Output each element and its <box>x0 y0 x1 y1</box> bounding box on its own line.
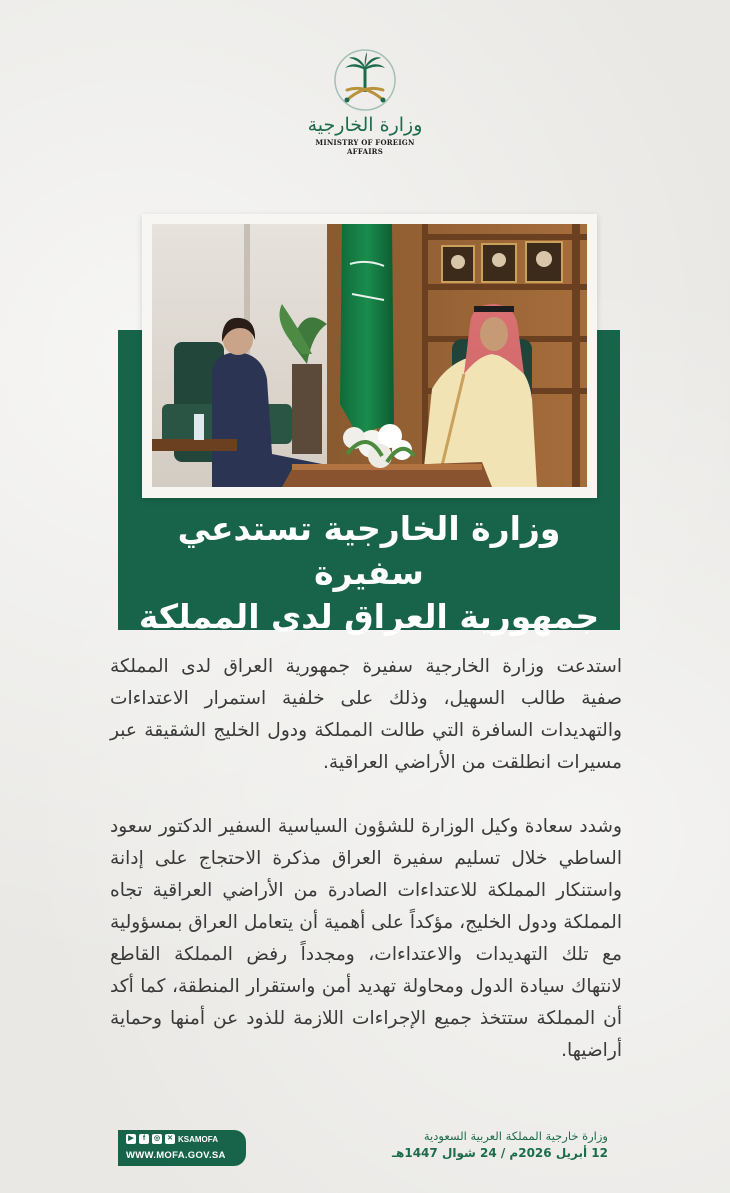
publish-date: 12 أبريل 2026م / 24 شوال 1447هـ <box>391 1146 608 1160</box>
meeting-photo <box>152 224 587 487</box>
article-body <box>110 651 622 1067</box>
logo-english-text: MINISTRY OF FOREIGN AFFAIRS <box>315 138 415 156</box>
x-icon[interactable]: ✕ <box>165 1134 175 1144</box>
paragraph-1: استدعت وزارة الخارجية سفيرة جمهورية العراق لدى المملكة صفية طالب السهيل، وذلك على خلفية استمرار الاعتداءات والتهديدات السافرة التي طالت المملكة ودول الخليج الشقيقة عبر مسيرات انطلقت من الأراضي العراقية. <box>110 656 622 773</box>
ministry-name: وزارة خارجية المملكة العربية السعودية <box>423 1129 608 1143</box>
website-link[interactable]: WWW.MOFA.GOV.SA <box>126 1150 226 1161</box>
facebook-icon[interactable]: f <box>139 1134 149 1144</box>
footer-meta <box>348 1128 608 1162</box>
social-handle: KSAMOFA <box>178 1134 218 1144</box>
youtube-icon[interactable]: ▶ <box>126 1134 136 1144</box>
instagram-icon[interactable]: ◎ <box>153 1135 161 1142</box>
paragraph-2: وشدد سعادة وكيل الوزارة للشؤون السياسية السفير الدكتور سعود الساطي خلال تسليم سفيرة العراق مذكرة الاحتجاج على إدانة واستنكار المملكة للاعتداءات الصادرة من الأراضي العراقية تجاه المملكة ودول الخليج، مؤكداً على أهمية أن يتعامل العراق بمسؤولية مع تلك التهديدات والاعتداءات، ومجدداً رفض المملكة القاطع لانتهاك سيادة الدول ومحاولة تهديد أمن واستقرار المنطقة، كما أكد أن المملكة ستتخذ جميع الإجراءات اللازمة للذود عن أمنها وحماية أراضيها. <box>110 816 622 1061</box>
social-row <box>126 1134 218 1144</box>
palm-swords-emblem-icon <box>333 48 397 112</box>
headline-line-1: وزارة الخارجية تستدعي سفيرة <box>177 508 561 592</box>
headline-line-2: جمهورية العراق لدى المملكة <box>138 596 600 636</box>
headline <box>118 508 620 636</box>
ministry-logo <box>300 48 430 163</box>
logo-arabic-text: وزارة الخارجية <box>307 114 423 136</box>
footer-badge <box>118 1130 246 1166</box>
meeting-photo-illustration <box>152 224 587 487</box>
